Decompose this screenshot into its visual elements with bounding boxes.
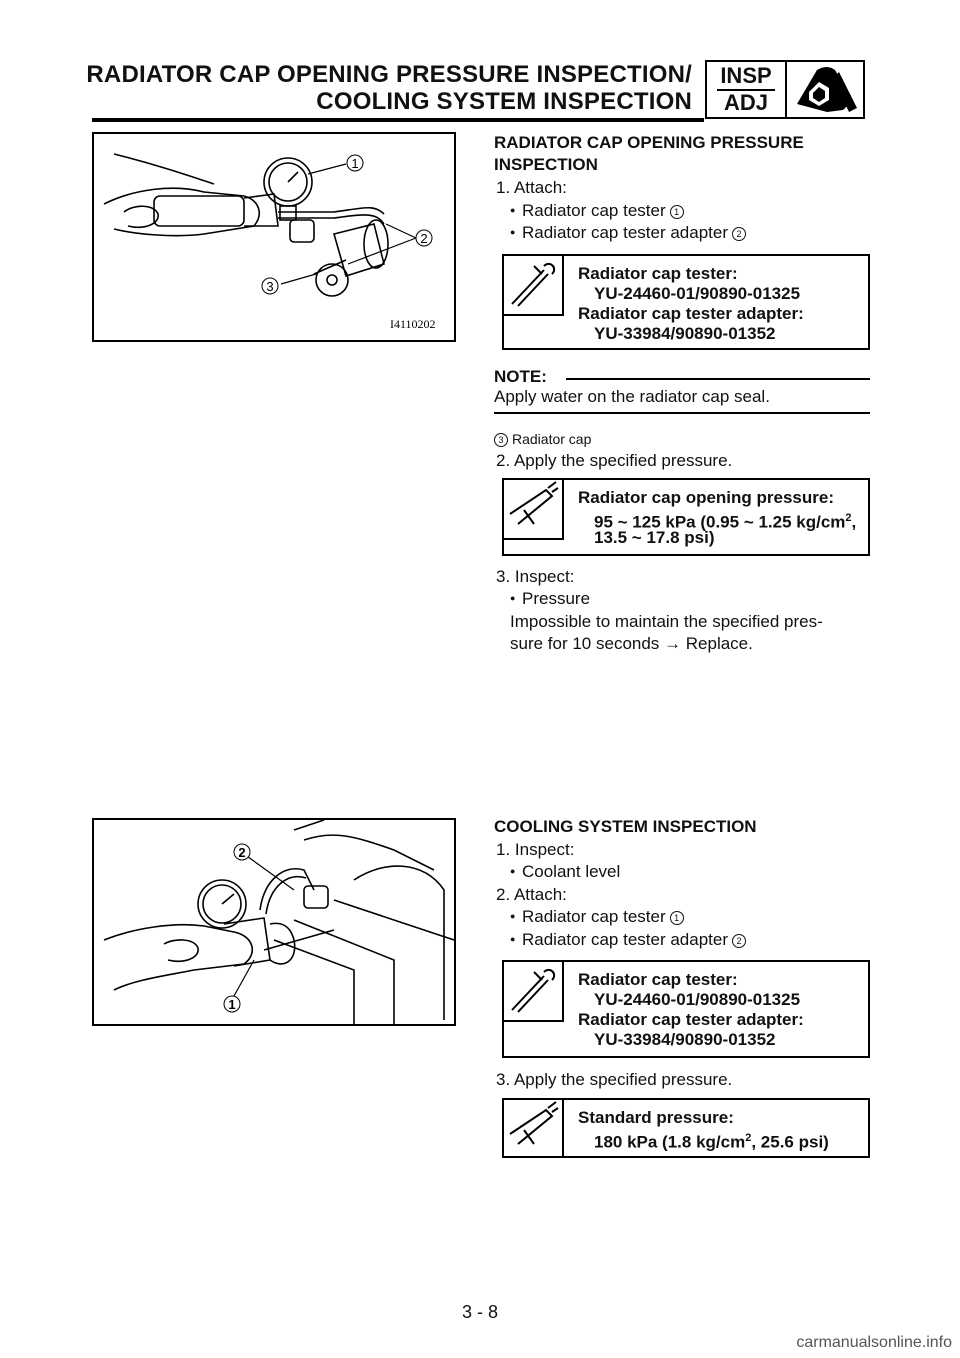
tool-label-2: Radiator cap tester adapter: bbox=[578, 1010, 804, 1029]
spec-label: Radiator cap opening pressure: bbox=[578, 488, 834, 507]
figure-1-illustration bbox=[94, 134, 454, 340]
spec-value-line1: 95 ~ 125 kPa (0.95 ~ 1.25 $kg/cm^2$, bbox=[594, 512, 857, 532]
section1-step3-item: ● Pressure bbox=[522, 588, 590, 610]
tool-label-2: Radiator cap tester adapter: bbox=[578, 304, 804, 323]
section1-step1-item-2: ● Radiator cap tester adapter 2 bbox=[522, 222, 746, 244]
spec-label: Standard pressure: bbox=[578, 1108, 734, 1127]
tool-partno-1: YU-24460-01/90890-01325 bbox=[594, 990, 801, 1009]
section2-step2: 2. Attach: bbox=[496, 885, 567, 904]
wrench-icon bbox=[787, 62, 863, 117]
section1-step3-detail-1: Impossible to maintain the specified pres- bbox=[510, 612, 823, 631]
section2-tool-box bbox=[502, 960, 870, 1058]
badge-insp: INSP bbox=[720, 63, 772, 88]
tool-label-1: Radiator cap tester: bbox=[578, 264, 738, 283]
caliper-icon bbox=[504, 1100, 564, 1156]
badge-label-cell bbox=[707, 62, 787, 117]
spec-value-line2: 13.5 ~ 17.8 psi) bbox=[594, 528, 715, 547]
section1-step2: 2. Apply the specified pressure. bbox=[496, 451, 733, 470]
tool-partno-1: YU-24460-01/90890-01325 bbox=[594, 284, 801, 303]
badge-adj: ADJ bbox=[723, 90, 768, 115]
tool-partno-2: YU-33984/90890-01352 bbox=[594, 1030, 776, 1049]
fig2-callout-2: 2 bbox=[238, 845, 246, 860]
header-rule bbox=[92, 118, 704, 122]
section1-spec-box bbox=[502, 478, 870, 556]
section-badge bbox=[705, 60, 865, 119]
section2-step2-item-1: ● Radiator cap tester 1 bbox=[522, 906, 684, 928]
section2-step1-item: ● Coolant level bbox=[522, 861, 620, 883]
note-rule-top bbox=[566, 378, 870, 380]
figure-cooling-system-test bbox=[92, 818, 456, 1026]
note-rule-bottom bbox=[494, 412, 870, 414]
page-title-line1: RADIATOR CAP OPENING PRESSURE INSPECTION/ bbox=[86, 61, 692, 88]
fig1-callout-3: 3 bbox=[266, 279, 274, 294]
section1-step1: 1. Attach: bbox=[496, 178, 567, 197]
legend-radiator-cap: 3 Radiator cap bbox=[494, 430, 591, 448]
section2-step2-item-2: ● Radiator cap tester adapter 2 bbox=[522, 929, 746, 951]
fig1-callout-2: 2 bbox=[420, 231, 428, 246]
section2-step3: 3. Apply the specified pressure. bbox=[496, 1070, 733, 1089]
section1-step3: 3. Inspect: bbox=[496, 567, 575, 586]
page-number: 3 - 8 bbox=[461, 1302, 499, 1322]
watermark: carmanualsonline.info bbox=[796, 1334, 952, 1351]
section2-heading: COOLING SYSTEM INSPECTION bbox=[494, 817, 757, 836]
figure-radiator-cap-tester bbox=[92, 132, 456, 342]
tool-label-1: Radiator cap tester: bbox=[578, 970, 738, 989]
page-title-line2: COOLING SYSTEM INSPECTION bbox=[316, 88, 692, 115]
section2-step1: 1. Inspect: bbox=[496, 840, 575, 859]
fig1-code: I4110202 bbox=[390, 317, 436, 331]
fig1-callout-1: 1 bbox=[351, 156, 359, 171]
tool-icon bbox=[504, 256, 564, 316]
note-text: Apply water on the radiator cap seal. bbox=[494, 387, 770, 406]
tool-partno-2: YU-33984/90890-01352 bbox=[594, 324, 776, 343]
figure-2-illustration bbox=[94, 820, 454, 1024]
tool-icon bbox=[504, 962, 564, 1022]
section1-tool-box bbox=[502, 254, 870, 350]
caliper-icon bbox=[504, 480, 564, 540]
spec-value: 180 kPa (1.8 $kg/cm^2$, 25.6 psi) bbox=[594, 1132, 829, 1152]
section1-step1-item-1: ● Radiator cap tester 1 bbox=[522, 200, 684, 222]
section1-step3-detail-2: sure for 10 seconds → Replace. bbox=[510, 634, 753, 653]
note-label: NOTE: bbox=[494, 367, 547, 386]
section1-heading-1: RADIATOR CAP OPENING PRESSURE bbox=[494, 133, 804, 152]
fig2-callout-1: 1 bbox=[228, 997, 236, 1012]
section1-heading-2: INSPECTION bbox=[494, 155, 598, 174]
section2-spec-box bbox=[502, 1098, 870, 1158]
